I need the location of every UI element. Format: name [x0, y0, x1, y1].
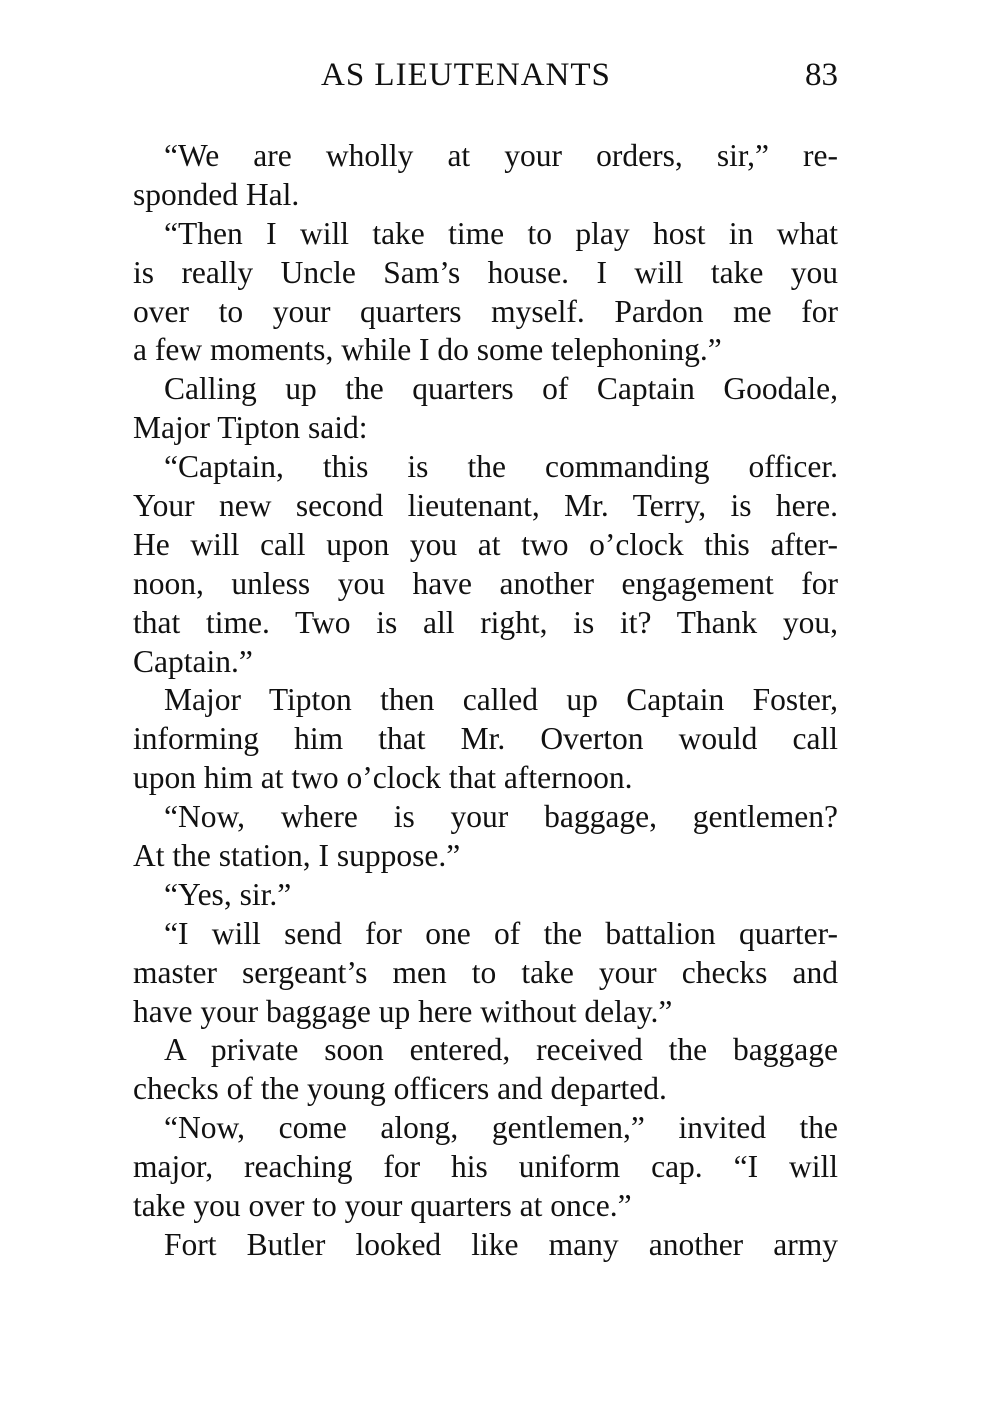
text-line: “We are wholly at your orders, sir,” re-: [164, 138, 838, 173]
text-line: “Now, where is your baggage, gentlemen?: [164, 799, 838, 835]
running-header: [133, 52, 838, 98]
text-line: Fort Butler looked like many another army: [164, 1226, 838, 1262]
text-line: Major Tipton then called up Captain Foster,: [164, 682, 838, 718]
text-line: checks of the young officers and departed.: [133, 1071, 667, 1107]
text-line: He will call upon you at two o’clock this after-: [133, 526, 838, 562]
text-line: noon, unless you have another engagement for: [133, 565, 838, 601]
text-line: “I will send for one of the battalion quarter-: [164, 915, 838, 951]
body-text: [133, 137, 838, 1265]
text-line: “Then I will take time to play host in what: [164, 215, 838, 251]
text-line: take you over to your quarters at once.”: [133, 1188, 632, 1224]
text-line: upon him at two o’clock that afternoon.: [133, 760, 633, 796]
text-line: that time. Two is all right, is it? Thank you,: [133, 604, 838, 640]
text-line: “Captain, this is the commanding officer.: [164, 449, 838, 485]
text-line: sponded Hal.: [133, 176, 300, 212]
text-line: Your new second lieutenant, Mr. Terry, is here.: [133, 488, 838, 524]
text-line: master sergeant’s men to take your checks and: [133, 954, 838, 990]
text-line: A private soon entered, received the baggage: [164, 1032, 838, 1068]
text-line: At the station, I suppose.”: [133, 838, 461, 874]
text-line: “Yes, sir.”: [164, 876, 292, 912]
text-line: informing him that Mr. Overton would call: [133, 721, 838, 757]
text-line: over to your quarters myself. Pardon me for: [133, 293, 838, 329]
page-number: 83: [805, 57, 838, 93]
text-line: major, reaching for his uniform cap. “I will: [133, 1149, 838, 1185]
text-line: “Now, come along, gentlemen,” invited the: [164, 1110, 838, 1146]
text-line: a few moments, while I do some telephoning.”: [133, 332, 722, 368]
running-title: AS LIEUTENANTS: [321, 57, 611, 93]
text-line: have your baggage up here without delay.”: [133, 993, 673, 1029]
text-line: Major Tipton said:: [133, 410, 368, 446]
text-line: is really Uncle Sam’s house. I will take you: [133, 254, 838, 290]
text-line: Calling up the quarters of Captain Goodale,: [164, 371, 838, 407]
text-line: Captain.”: [133, 643, 253, 679]
